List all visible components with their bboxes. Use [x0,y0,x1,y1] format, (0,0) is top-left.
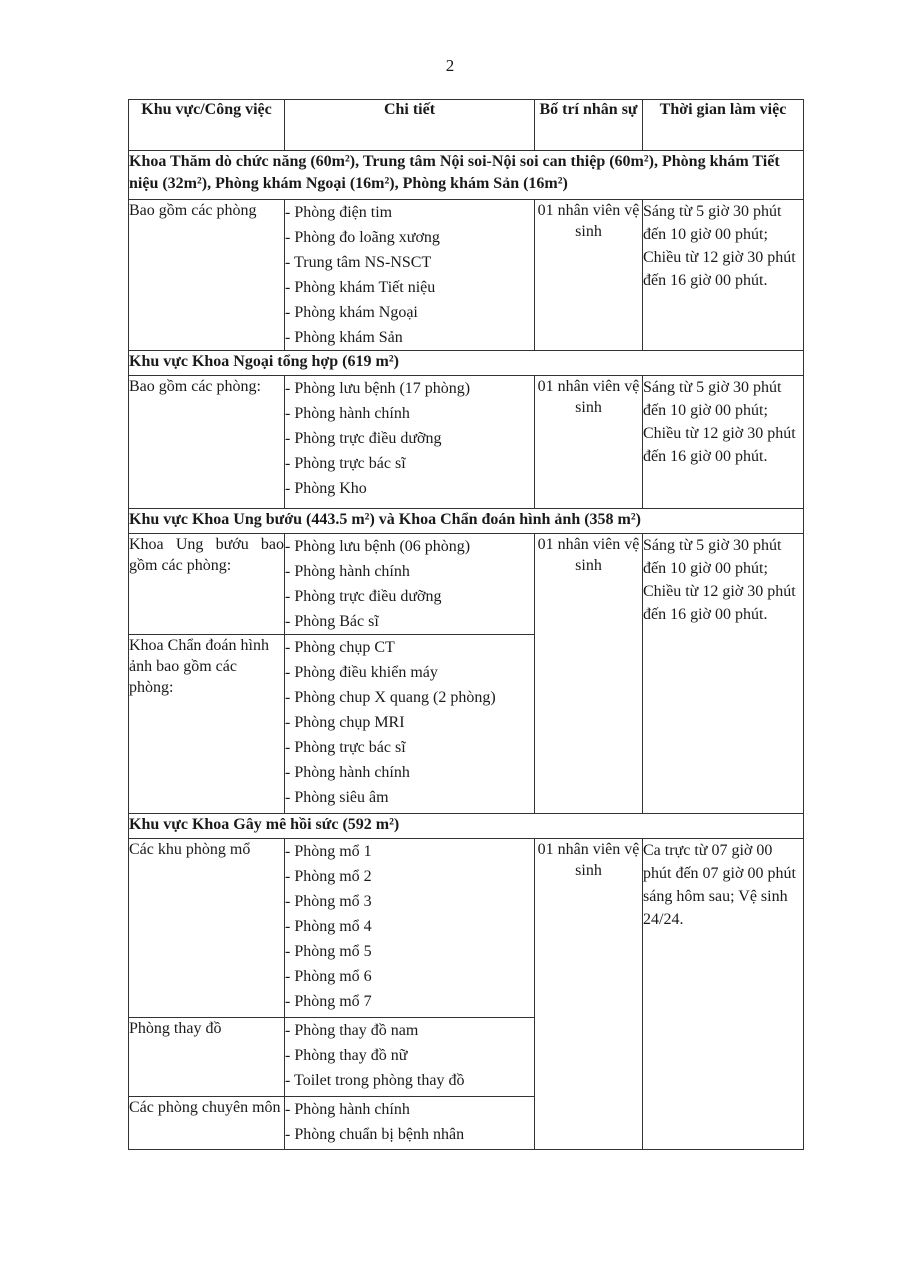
area-cell: Khoa Ung bướu bao gồm các phòng: [129,534,285,635]
area-cell: Bao gồm các phòng [129,200,285,351]
header-staff: Bố trí nhân sự [535,100,643,151]
table-row [129,534,804,635]
detail-item: - Phòng hành chính [285,563,410,580]
section-heading: Khu vực Khoa Gây mê hồi sức (592 m²) [129,814,804,839]
detail-cell [285,534,535,635]
detail-item: - Phòng mổ 1 [285,843,372,860]
section-heading: Khu vực Khoa Ung bướu (443.5 m²) và Khoa Chẩn đoán hình ảnh (358 m²) [129,509,804,534]
header-time: Thời gian làm việc [643,100,804,151]
detail-cell [285,1097,535,1150]
detail-item: - Phòng Bác sĩ [285,613,379,630]
detail-item: - Phòng chuẩn bị bệnh nhân [285,1126,465,1143]
detail-item: - Phòng thay đồ nữ [285,1047,408,1064]
header-area: Khu vực/Công việc [129,100,285,151]
section-heading-row [129,509,804,534]
time-cell: Sáng từ 5 giờ 30 phút đến 10 giờ 00 phút; Chiều từ 12 giờ 30 phút đến 16 giờ 00 phút. [643,376,804,509]
detail-item: - Phòng chụp MRI [285,714,405,731]
time-cell: Ca trực từ 07 giờ 00 phút đến 07 giờ 00 phút sáng hôm sau; Vệ sinh 24/24. [643,839,804,1150]
detail-cell [285,200,535,351]
section-heading-row [129,351,804,376]
detail-cell [285,376,535,509]
detail-item: - Phòng chup X quang (2 phòng) [285,689,496,706]
detail-item: - Phòng khám Tiết niệu [285,279,436,296]
staff-cell: 01 nhân viên vệ sinh [535,200,643,351]
detail-item: - Phòng trực điều dưỡng [285,430,442,447]
detail-item: - Phòng đo loãng xương [285,229,440,246]
detail-item: - Phòng lưu bệnh (06 phòng) [285,538,471,555]
detail-item: - Trung tâm NS-NSCT [285,254,432,271]
page-number: 2 [445,56,455,75]
staff-cell: 01 nhân viên vệ sinh [535,534,643,814]
section-heading-row [129,814,804,839]
time-cell: Sáng từ 5 giờ 30 phút đến 10 giờ 00 phút; Chiều từ 12 giờ 30 phút đến 16 giờ 00 phút. [643,200,804,351]
area-cell: Các phòng chuyên môn [129,1097,285,1150]
detail-item: - Phòng thay đồ nam [285,1022,419,1039]
area-cell: Phòng thay đồ [129,1018,285,1097]
detail-item: - Phòng mổ 2 [285,868,372,885]
detail-item: - Phòng mổ 7 [285,993,372,1010]
table-header-row [129,100,804,151]
cleaning-schedule-table [128,99,804,1150]
detail-item: - Phòng trực bác sĩ [285,739,406,756]
header-detail: Chi tiết [285,100,535,151]
detail-cell [285,635,535,814]
table-row [129,376,804,509]
detail-item: - Phòng mổ 5 [285,943,372,960]
detail-item: - Phòng khám Ngoại [285,304,418,321]
section-heading-row [129,151,804,200]
detail-item: - Phòng trực bác sĩ [285,455,406,472]
detail-item: - Toilet trong phòng thay đồ [285,1072,465,1089]
detail-cell [285,1018,535,1097]
detail-item: - Phòng mổ 6 [285,968,372,985]
table-row [129,839,804,1018]
area-cell: Bao gồm các phòng: [129,376,285,509]
area-cell: Các khu phòng mổ [129,839,285,1018]
detail-item: - Phòng siêu âm [285,789,389,806]
detail-cell [285,839,535,1018]
table-row [129,200,804,351]
section-heading: Khoa Thăm dò chức năng (60m²), Trung tâm Nội soi-Nội soi can thiệp (60m²), Phòng khám Tiết niệu (32m²), Phòng khám Ngoại (16m²), Phòng khám Sản (16m²) [129,151,804,200]
detail-item: - Phòng hành chính [285,405,410,422]
time-cell: Sáng từ 5 giờ 30 phút đến 10 giờ 00 phút; Chiều từ 12 giờ 30 phút đến 16 giờ 00 phút. [643,534,804,814]
detail-item: - Phòng mổ 3 [285,893,372,910]
detail-item: - Phòng điều khiển máy [285,664,438,681]
detail-item: - Phòng hành chính [285,1101,410,1118]
detail-item: - Phòng Kho [285,480,367,497]
staff-cell: 01 nhân viên vệ sinh [535,376,643,509]
detail-item: - Phòng điện tim [285,204,393,221]
detail-item: - Phòng mổ 4 [285,918,372,935]
detail-item: - Phòng trực điều dưỡng [285,588,442,605]
detail-item: - Phòng hành chính [285,764,410,781]
detail-item: - Phòng khám Sản [285,329,403,346]
detail-item: - Phòng chụp CT [285,639,395,656]
detail-item: - Phòng lưu bệnh (17 phòng) [285,380,471,397]
section-heading: Khu vực Khoa Ngoại tổng hợp (619 m²) [129,351,804,376]
area-cell: Khoa Chẩn đoán hình ảnh bao gồm các phòng: [129,635,285,814]
staff-cell: 01 nhân viên vệ sinh [535,839,643,1150]
